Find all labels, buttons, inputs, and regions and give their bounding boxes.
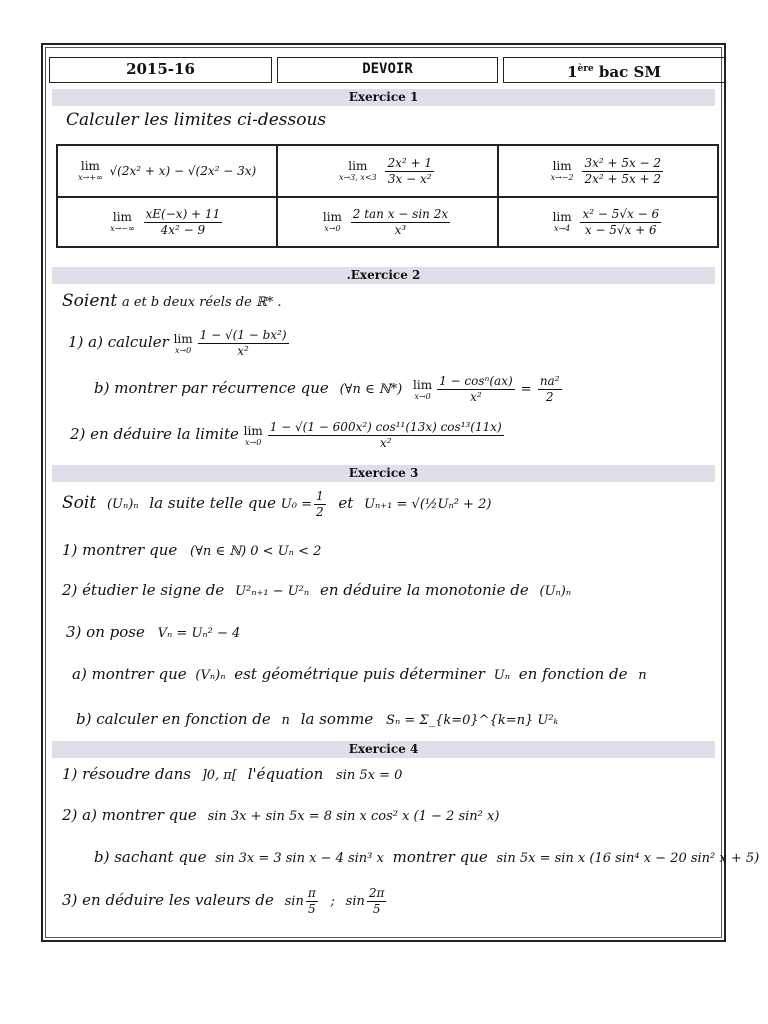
header-level: 1ère bac SM [503,57,725,83]
exercise-4-title: Exercice 4 [52,741,715,758]
limit-cell-1: lim x→+∞ √(2x² + x) − √(2x² − 3x) [57,145,277,197]
exercise-1-title: Exercice 1 [52,89,715,106]
limit-cell-4: lim x→−∞ $\frac{xE(-x) + 11}{\text{4x² − 9}}$ [57,197,277,247]
exercise-2-q1a: 1) a) calculer lim x→0 $\frac{\text{1 − √(1 − bx²)}}{\text{x²}}$ [68,328,287,358]
header-type: DEVOIR [277,57,498,83]
exercise-4-q2a: 2) a) montrer que sin 3x + sin 5x = 8 sin x cos² x (1 − 2 sin² x) [62,806,500,824]
exercise-4-q3: 3) en déduire les valeurs de sin $\frac{\pi}{5}$ ; sin $\frac{2\pi}{5}$ [62,886,385,916]
exam-page [41,43,760,942]
exercise-3-q2: 2) étudier le signe de U²ₙ₊₁ − U²ₙ en déduire la monotonie de (Uₙ)ₙ [62,581,572,599]
exercise-2-intro: Soient a et b deux réels de ℝ* . [62,291,282,311]
exercise-3-title: Exercice 3 [52,465,715,482]
exercise-4-q1: 1) résoudre dans ]0, π[ l'équation sin 5x = 0 [62,765,403,783]
limits-table [56,144,719,248]
exercise-2-q2: 2) en déduire la limite lim x→0 $\frac{\text{1 − √(1 − 600x²) cos¹¹(13x) cos¹³(11x)}}{\text{x²}}$ [70,420,502,450]
exercise-3-intro: Soit (Uₙ)ₙ la suite telle que U₀ = $\frac{1}{2}$ et Uₙ₊₁ = √(½Uₙ² + 2) [62,489,492,519]
limit-cell-6: lim x→4 $\frac{\text{x² − 5√x − 6}}{x - 5√x + 6}$ [498,197,718,247]
exercise-4-q2b: b) sachant que sin 3x = 3 sin x − 4 sin³ x montrer que sin 5x = sin x (16 sin⁴ x − 20 sin² x + 5) [94,848,760,866]
limit-cell-2: lim x→3, x<3 $\frac{\text{2x² + 1}}{\text{3x − x²}}$ [277,145,497,197]
exercise-3-q3b: b) calculer en fonction de n la somme Sₙ = Σ_{k=0}^{k=n} U²ₖ [76,710,559,728]
exercise-2-title: .Exercice 2 [52,267,715,284]
exercise-3-q1: 1) montrer que (∀n ∈ ℕ) 0 < Uₙ < 2 [62,541,322,559]
page-inner-border [45,47,760,938]
exercise-2-q1b: b) montrer par récurrence que (∀n ∈ ℕ*) lim x→0 $\frac{\text{1 − cosⁿ(ax)}}{\text{x²}}$ = $\frac{\text{na²}}{2}$ [94,374,560,404]
header-year: 2015-16 [49,57,272,83]
limit-cell-3: lim x→−2 $\frac{\text{3x² + 5x − 2}}{\text{2x² + 5x + 2}}$ [498,145,718,197]
exercise-3-q3a: a) montrer que (Vₙ)ₙ est géométrique puis déterminer Uₙ en fonction de n [72,665,647,683]
limit-cell-5: lim x→0 $\frac{\text{2 tan x − sin 2x}}{\text{x³}}$ [277,197,497,247]
exercise-3-q3: 3) on pose Vₙ = Uₙ² − 4 [66,623,241,641]
exercise-1-intro: Calculer les limites ci-dessous [66,110,327,130]
